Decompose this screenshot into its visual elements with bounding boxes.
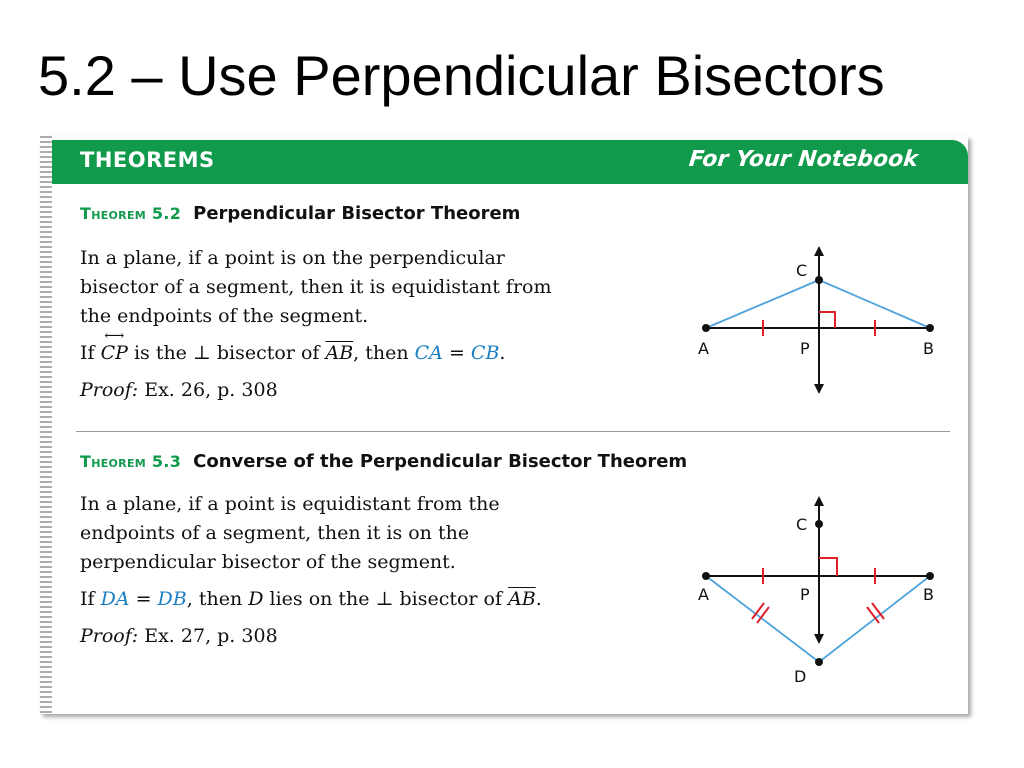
theorems-banner: [52, 140, 968, 184]
arrow-down-icon: [814, 384, 824, 394]
point-d-text: D: [248, 588, 264, 610]
label-a: A: [698, 339, 709, 358]
proof-label: Proof:: [80, 625, 139, 647]
slide-title: 5.2 – Use Perpendicular Bisectors: [38, 44, 885, 107]
segment-db: DB: [157, 588, 187, 610]
theorem-53-number: Theorem 5.3: [80, 452, 182, 471]
point-a: [702, 572, 710, 580]
arrow-down-icon: [814, 634, 824, 644]
equals-sign: =: [442, 342, 471, 364]
statement-mid-2: , then: [353, 342, 415, 364]
theorem-53-proof: [80, 622, 542, 651]
theorem-52-statement: [80, 328, 551, 368]
statement-end: .: [499, 342, 506, 364]
point-a: [702, 324, 710, 332]
segment-ab: $\overline{AB}$: [508, 588, 536, 610]
ray-arrow-icon: ⟷: [104, 328, 125, 344]
theorem-52-proof: [80, 376, 551, 405]
arrow-up-icon: [814, 246, 824, 256]
theorem-52-line-2: bisector of a segment, then it is equidistant from: [80, 276, 552, 298]
point-b: [926, 324, 934, 332]
statement-mid-1: is the ⊥ bisector of: [127, 342, 326, 364]
statement-end: .: [535, 588, 542, 610]
point-d: [815, 658, 823, 666]
notebook-spiral-binding: [40, 136, 52, 714]
theorem-53-body: [80, 490, 542, 651]
label-p: P: [800, 339, 810, 358]
label-b: B: [923, 339, 934, 358]
ray-cp: [100, 328, 128, 368]
ray-cp-label: CP: [100, 342, 128, 364]
theorem-52-line-3: the endpoints of the segment.: [80, 305, 369, 327]
banner-tagline: For Your Notebook: [687, 147, 920, 172]
theorem-53-heading: [80, 451, 687, 472]
segment-da: DA: [100, 588, 130, 610]
theorem-53-statement: [80, 585, 542, 614]
right-angle-mark: [819, 558, 837, 576]
banner-title: THEOREMS: [80, 148, 215, 172]
statement-if: If: [80, 588, 101, 610]
label-c: C: [796, 515, 808, 534]
statement-if: If: [80, 342, 101, 364]
arrow-up-icon: [814, 496, 824, 506]
equals-sign: =: [129, 588, 158, 610]
theorem-53-name: Converse of the Perpendicular Bisector Theorem: [193, 451, 688, 472]
theorem-divider: [76, 431, 950, 432]
segment-db-line: [819, 576, 930, 662]
theorem-53-line-2: endpoints of a segment, then it is on the: [80, 522, 470, 544]
theorem-52-line-1: In a plane, if a point is on the perpendicular: [80, 247, 505, 269]
theorem-52-body: [80, 244, 551, 405]
label-d: D: [794, 667, 807, 686]
statement-mid-1: , then: [186, 588, 249, 610]
statement-mid-2: lies on the ⊥ bisector of: [263, 588, 509, 610]
segment-ca: CA: [414, 342, 443, 364]
point-c: [815, 276, 823, 284]
theorem-52-heading: [80, 203, 520, 224]
theorem-52-name: Perpendicular Bisector Theorem: [193, 203, 521, 224]
label-p: P: [800, 585, 810, 604]
segment-cb: CB: [470, 342, 500, 364]
theorem-53-line-1: In a plane, if a point is equidistant from the: [80, 493, 500, 515]
theorem-52-figure: [690, 240, 950, 400]
point-c: [815, 520, 823, 528]
theorem-52-number: Theorem 5.2: [80, 204, 182, 223]
proof-reference: Ex. 26, p. 308: [138, 379, 278, 401]
theorem-53-figure: [690, 490, 950, 690]
label-a: A: [698, 585, 709, 604]
segment-ab: $\overline{AB}$: [325, 342, 354, 364]
right-angle-mark: [819, 312, 835, 328]
proof-label: Proof:: [80, 379, 139, 401]
label-b: B: [923, 585, 934, 604]
point-b: [926, 572, 934, 580]
theorem-53-line-3: perpendicular bisector of the segment.: [80, 551, 456, 573]
label-c: C: [796, 261, 808, 280]
proof-reference: Ex. 27, p. 308: [138, 625, 278, 647]
